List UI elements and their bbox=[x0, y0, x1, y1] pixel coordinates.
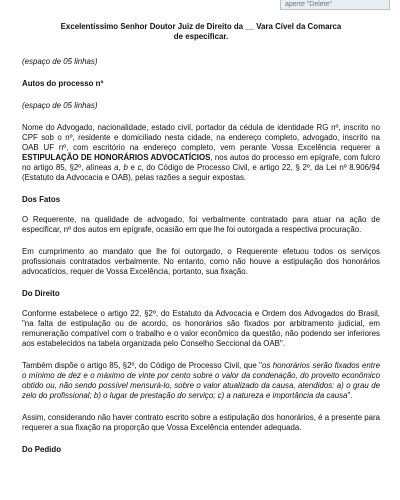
title-line-2: de especificar. bbox=[173, 32, 229, 41]
direito-paragraph-1: Conforme estabelece o artigo 22, §2º, do Estatuto da Advocacia e Ordem dos Advogados do Brasil, "na falta de estipulação ou de acordo, os honorários são fixados por arbitramento judicial, em remuneração compatível com o trabalho e o valor econômico da questão, não podendo ser inferiores aos estabelecidos na tabela organizada pelo Conselho Seccional da OAB". bbox=[22, 309, 380, 348]
opening-alinea-c: c bbox=[137, 163, 142, 172]
opening-text-b: , nos autos do processo em epígrafe, com fulcro no artigo 85, §2º, alíneas bbox=[22, 153, 380, 172]
direito-p2-quote: os honorários serão fixados entre o mínimo de dez e o máximo de vinte por cento sobre o valor da condenação, do proveito econômico obtido ou, não sendo possível mensurá-lo, sobre o valor atualizado da causa, atendidos: a) o grau de zelo do profissional; b) o lugar de prestação do serviço; c) a natureza e importância da causa bbox=[22, 361, 380, 400]
opening-text-d: e bbox=[127, 163, 138, 172]
opening-text-e: , do Código de Processo Civil, e artigo 22, § 2º, da Lei nº 8.906/94 (Estatuto da Advocacia e OAB), pelas razões a seguir expostas. bbox=[22, 163, 380, 182]
spacing-note-2: (espaço de 05 linhas) bbox=[22, 101, 98, 110]
direito-p2-text-a: Também dispõe o artigo 85, §2º, do Código de Processo Civil, que " bbox=[22, 361, 262, 370]
section-heading-do-direito: Do Direito bbox=[22, 289, 60, 298]
fatos-paragraph-1: O Requerente, na qualidade de advogado, foi verbalmente contratado para atuar na ação de especificar, nº dos autos em epígrafe, ocasião em que lhe foi outorgada a respectiva procuração. bbox=[22, 215, 380, 234]
spacing-note-1: (espaço de 05 linhas) bbox=[22, 57, 98, 66]
section-heading-do-pedido: Do Pedido bbox=[22, 445, 62, 454]
opening-text-a: Nome do Advogado, nacionalidade, estado civil, portador da cédula de identidade RG nº, inscrito no CPF sob o nº, residente e domiciliado nesta cidade, na endereço completo, advogado, inscrito na OAB UF nº, com escritório na endereço completo, vem perante Vossa Excelência requerer a bbox=[22, 123, 380, 152]
opening-text-c: , bbox=[118, 163, 124, 172]
direito-paragraph-2 bbox=[22, 361, 380, 401]
delete-hint-tooltip: aperte "Delete" bbox=[280, 0, 390, 10]
direito-paragraph-3: Assim, considerando não haver contrato escrito sobre a estipulação dos honorários, é a presente para requerer a sua fixação na proporção que Vossa Excelência entender adequada. bbox=[22, 413, 380, 432]
title-line-1: Excelentíssimo Senhor Doutor Juiz de Direito da __ Vara Cível da Comarca bbox=[60, 22, 342, 31]
opening-alinea-a: a bbox=[114, 163, 119, 172]
direito-p2-text-b: ". bbox=[347, 391, 353, 400]
document-title bbox=[22, 22, 380, 42]
autos-heading: Autos do processo nº bbox=[22, 79, 104, 88]
fatos-paragraph-2: Em cumprimento ao mandato que lhe foi outorgado, o Requerente efetuou todos os serviços profissionais contratados verbalmente. No entanto, como não houve a estipulação dos honorários advocatícios, requer de Vossa Excelência, portanto, sua fixação. bbox=[22, 247, 380, 276]
section-heading-dos-fatos: Dos Fatos bbox=[22, 195, 61, 204]
opening-alinea-b: b bbox=[123, 163, 128, 172]
opening-paragraph bbox=[22, 123, 380, 183]
opening-bold-request: ESTIPULAÇÃO DE HONORÁRIOS ADVOCATÍCIOS bbox=[22, 153, 211, 162]
document-content bbox=[22, 22, 380, 467]
